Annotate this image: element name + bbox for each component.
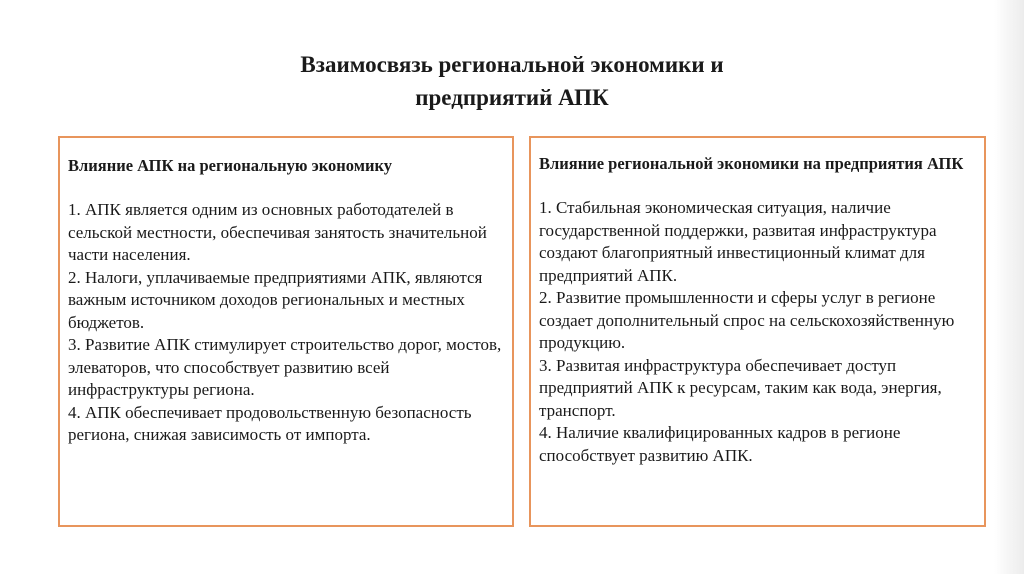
slide-title-line-1: Взаимосвязь региональной экономики и	[300, 52, 724, 77]
left-panel	[58, 136, 514, 527]
left-panel-item-1: 1. АПК является одним из основных работодателей в сельской местности, обеспечивая занятость значительной части населения.	[68, 200, 487, 264]
left-panel-item-4: 4. АПК обеспечивает продовольственную безопасность региона, снижая зависимость от импорта.	[68, 402, 472, 444]
left-panel-item-2: 2. Налоги, уплачиваемые предприятиями АПК, являются важным источником доходов региональных и местных бюджетов.	[68, 267, 483, 332]
left-panel-heading: Влияние АПК на региональную экономику	[68, 156, 392, 175]
left-panel-item-3: 3. Развитие АПК стимулирует строительство дорог, мостов, элеваторов, что способствует развитию всей инфраструктуры региона.	[68, 335, 502, 399]
right-panel-item-1: 1. Стабильная экономическая ситуация, наличие государственной поддержки, развитая инфраструктура создают благоприятный инвестиционный климат для предприятий АПК.	[539, 198, 937, 285]
right-panel-heading: Влияние региональной экономики на предприятия АПК	[539, 154, 964, 173]
right-panel	[529, 136, 986, 527]
left-panel-body	[68, 199, 502, 447]
slide-title-line-2: предприятий АПК	[415, 85, 609, 110]
slide-title	[0, 48, 1024, 114]
right-panel-item-3: 3. Развитая инфраструктура обеспечивает доступ предприятий АПК к ресурсам, таким как вода, энергия, транспорт.	[539, 355, 942, 420]
right-panel-body	[539, 197, 976, 467]
right-panel-item-4: 4. Наличие квалифицированных кадров в регионе способствует развитию АПК.	[539, 423, 901, 465]
right-panel-item-2: 2. Развитие промышленности и сферы услуг в регионе создает дополнительный спрос на сельскохозяйственную продукцию.	[539, 288, 955, 352]
